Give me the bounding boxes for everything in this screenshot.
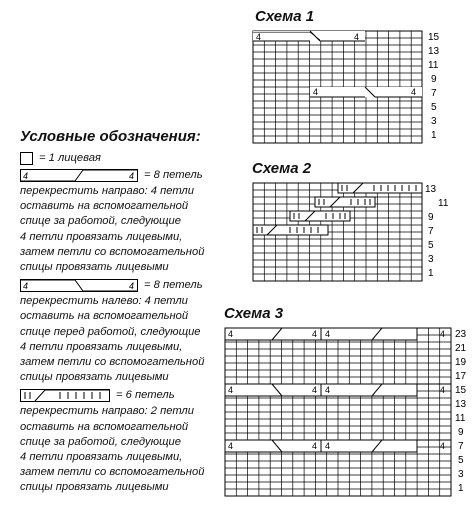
chart-1-row-9: 9: [431, 74, 437, 85]
chart-2: [250, 180, 455, 285]
chart-3-cell-mark-7: 4: [325, 385, 331, 395]
desc-line: перекрестить направо: 2 петли: [20, 405, 194, 418]
chart-3-row-17: 17: [455, 371, 467, 382]
desc-line: 4 петли провязать лицевыми,: [20, 451, 183, 464]
legend-item-cable-right-6-desc: [20, 404, 225, 495]
chart-3-row-11: 11: [455, 413, 466, 424]
chart-3-row-13: 13: [455, 399, 467, 410]
chart-2-cable-row-11: [315, 197, 375, 207]
chart-3-cell-mark-9: 4: [228, 441, 234, 451]
legend-item-cable-right-8-desc: [20, 184, 225, 275]
legend-item-knit-text: = 1 лицевая: [39, 151, 101, 164]
chart-3-row-19: 19: [455, 357, 467, 368]
legend-item-cable-left-8-desc: [20, 294, 225, 385]
desc-line: перекрестить направо: 4 петли: [20, 185, 194, 197]
desc-line: затем петли со вспомогательной: [20, 356, 205, 369]
chart-1: [250, 28, 450, 148]
chart-1-title: Схема 1: [255, 8, 315, 25]
desc-line: спице за работой, следующие: [20, 435, 181, 448]
cable-right-8-symbol-label: 4 4: [23, 171, 134, 181]
cable-right-6-symbol: [20, 389, 110, 402]
legend-item-cable-right-8: [20, 167, 225, 184]
legend-item-cable-right-6: [20, 387, 225, 404]
chart-3-cell-mark-10: 4: [312, 441, 318, 451]
desc-line: 4 петли провязать лицевыми,: [20, 230, 183, 243]
chart-1-cell-mark-4: 4: [411, 87, 417, 97]
desc-line: оставить на вспомогательной: [20, 420, 189, 433]
desc-line: спицы провязать лицевыми: [20, 261, 169, 274]
chart-3-cell-mark-4: 4: [440, 329, 446, 339]
cable-left-8-symbol-label: 4 4: [23, 281, 134, 292]
chart-1-cell-mark-2: 4: [354, 32, 360, 42]
chart-2-cable-row-7: [253, 225, 328, 235]
legend-item-knit: [20, 150, 225, 167]
desc-line: 4 петли провязать лицевыми,: [20, 340, 183, 353]
chart-1-row-15: 15: [428, 32, 440, 43]
chart-1-row-11: 11: [428, 60, 439, 71]
chart-3-row-15: 15: [455, 385, 467, 396]
chart-2-cable-row-13: [338, 183, 422, 193]
legend-title: Условные обозначения:: [20, 128, 201, 145]
chart-2-title: Схема 2: [252, 160, 312, 177]
desc-line: затем петли со вспомогательной: [20, 245, 205, 258]
chart-3: [222, 325, 472, 500]
chart-3-cell-mark-11: 4: [325, 441, 331, 451]
desc-line: спицы провязать лицевыми: [20, 481, 169, 494]
chart-1-cable-1: [253, 31, 365, 41]
chart-3-cell-mark-12: 4: [440, 441, 446, 451]
cable-left-8-symbol: [20, 279, 138, 292]
chart-1-cable-2: [310, 87, 422, 97]
chart-1-row-numbers: [428, 32, 440, 141]
chart-3-row-21: 21: [455, 343, 467, 354]
chart-3-grid: [225, 328, 451, 496]
chart-3-row-1: 1: [458, 483, 464, 494]
chart-3-row-9: 9: [458, 427, 464, 438]
chart-1-row-3: 3: [431, 116, 437, 127]
knit-stitch-symbol: [20, 152, 33, 165]
legend: [20, 150, 225, 498]
legend-item-cable-left-8-text: = 8 петель: [144, 279, 203, 292]
legend-item-cable-left-8: [20, 277, 225, 294]
chart-3-row-5: 5: [458, 455, 464, 466]
chart-3-row-23: 23: [455, 329, 467, 340]
chart-1-row-5: 5: [431, 102, 437, 113]
chart-3-cell-mark-3: 4: [325, 329, 331, 339]
chart-3-cable-row-15: [225, 384, 451, 396]
chart-2-row-11: 11: [438, 198, 449, 209]
desc-line: оставить на вспомогательной: [20, 200, 189, 213]
legend-item-cable-right-6-text: = 6 петель: [116, 389, 175, 402]
chart-3-row-7: 7: [458, 441, 464, 452]
desc-line: спицы провязать лицевыми: [20, 371, 169, 384]
chart-3-cell-mark-6: 4: [312, 385, 318, 395]
legend-item-cable-right-8-text: = 8 петель: [144, 168, 203, 181]
chart-3-title: Схема 3: [224, 305, 284, 322]
chart-2-cable-row-9: [290, 211, 350, 221]
chart-1-cell-mark-1: 4: [256, 32, 262, 42]
desc-line: спице перед работой, следующие: [20, 325, 201, 338]
chart-2-row-3: 3: [428, 254, 434, 265]
chart-3-cell-mark-2: 4: [312, 329, 318, 339]
chart-3-row-numbers: [455, 329, 467, 494]
chart-2-row-5: 5: [428, 240, 434, 251]
chart-3-row-3: 3: [458, 469, 464, 480]
chart-1-row-1: 1: [431, 130, 437, 141]
chart-2-row-7: 7: [428, 226, 434, 237]
chart-1-row-13: 13: [428, 46, 440, 57]
desc-line: оставить на вспомогательной: [20, 310, 189, 323]
chart-3-cable-row-23: [225, 328, 451, 340]
desc-line: перекрестить налево: 4 петли: [20, 295, 188, 308]
chart-2-row-13: 13: [425, 184, 437, 195]
desc-line: спице за работой, следующие: [20, 215, 181, 228]
chart-2-row-numbers: [425, 184, 449, 279]
chart-1-cell-mark-3: 4: [313, 87, 319, 97]
chart-3-cell-mark-1: 4: [228, 329, 234, 339]
chart-3-cell-mark-8: 4: [440, 385, 446, 395]
chart-3-cable-row-7: [225, 440, 451, 452]
chart-2-row-1: 1: [428, 268, 434, 279]
chart-1-row-7: 7: [431, 88, 437, 99]
cable-right-8-symbol: [20, 169, 138, 182]
desc-line: затем петли со вспомогательной: [20, 466, 205, 479]
chart-3-cell-mark-5: 4: [228, 385, 234, 395]
chart-2-row-9: 9: [428, 212, 434, 223]
